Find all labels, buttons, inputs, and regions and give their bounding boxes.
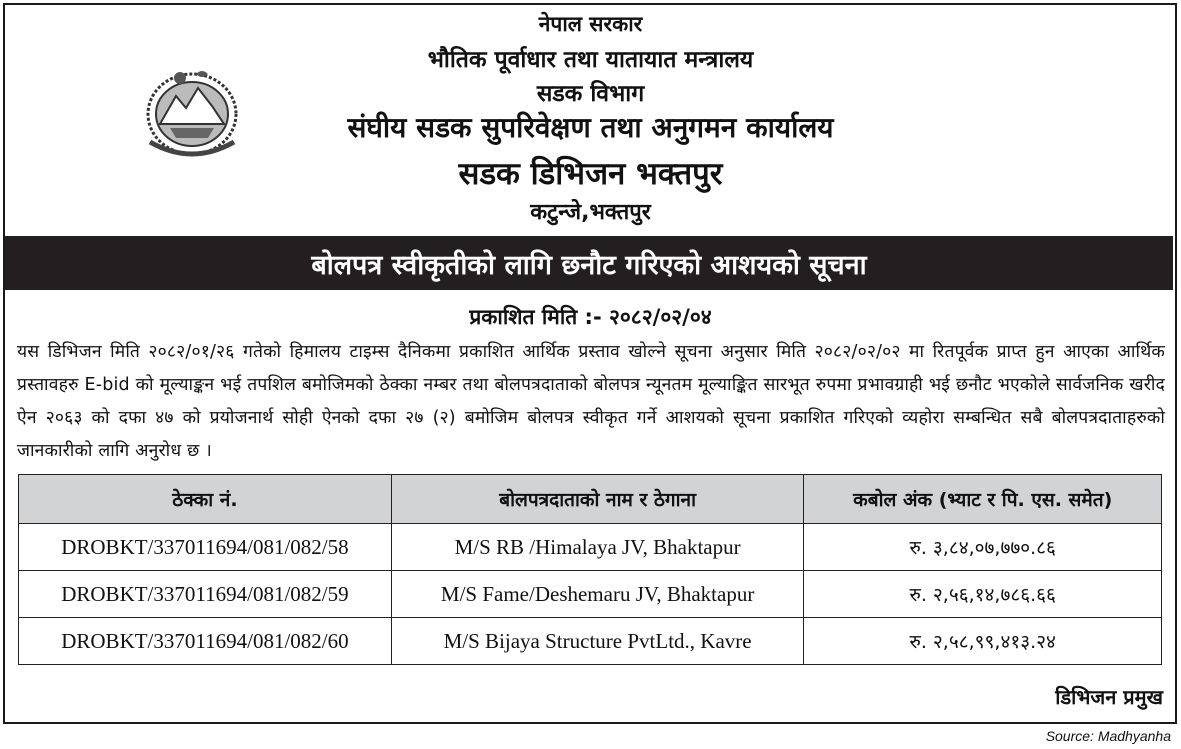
header-line-office: संघीय सडक सुपरिवेक्षण तथा अनुगमन कार्यालय	[347, 111, 834, 144]
published-date: प्रकाशित मिति :- २०८२/०२/०४	[469, 305, 712, 329]
header-line-division: सडक डिभिजन भक्तपुर	[458, 156, 723, 192]
header-line-ministry: भौतिक पूर्वाधार तथा यातायात मन्त्रालय	[427, 47, 754, 73]
signature-division-chief: डिभिजन प्रमुख	[1055, 685, 1163, 709]
notice-body-text: यस डिभिजन मिति २०८२/०१/२६ गतेको हिमालय टाइम्स दैनिकमा प्रकाशित आर्थिक प्रस्ताव खोल्ने सूचना अनुसार मिति २०८२/०२/०२ मा रितपूर्वक प्राप्त हुन आएका आर्थिक प्रस्तावहरु E-bid को मूल्याङ्कन भई तपशिल बमोजिमको ठेक्का नम्बर तथा बोलपत्रदाताको बोलपत्र न्यूनतम मूल्याङ्कित सारभूत रुपमा प्रभावग्राही भई छनौट भएकोले सार्वजनिक खरीद ऐन २०६३ को दफा ४७ को प्रयोजनार्थ सोही ऐनको दफा २७ (२) बमोजिम बोलपत्र स्वीकृत गर्ने आशयको सूचना प्रकाशित गरिएको व्यहोरा सम्बन्धित सबै बोलपत्रदाताहरुको जानकारीको लागि अनुरोध छ ।	[17, 342, 1165, 461]
contract-number-cell: DROBKT/337011694/081/082/58	[19, 524, 392, 571]
bid-table	[18, 474, 1162, 665]
table-row	[19, 524, 1162, 571]
column-header-bidder: बोलपत्रदाताको नाम र ठेगाना	[391, 475, 804, 524]
amount-cell: रु. ३,८४,०७,७७०.८६	[804, 524, 1162, 571]
contract-number-cell: DROBKT/337011694/081/082/60	[19, 618, 392, 665]
contract-number-cell: DROBKT/337011694/081/082/59	[19, 571, 392, 618]
source-credit: Source: Madhyanha	[1045, 728, 1171, 744]
bidder-cell: M/S Bijaya Structure PvtLtd., Kavre	[391, 618, 804, 665]
table-row	[19, 571, 1162, 618]
bidder-cell: M/S Fame/Deshemaru JV, Bhaktapur	[391, 571, 804, 618]
header-line-address: कटुन्जे,भक्तपुर	[530, 200, 651, 225]
header-line-department: सडक विभाग	[536, 81, 645, 107]
column-header-amount: कबोल अंक (भ्याट र पि. एस. समेत)	[804, 475, 1162, 524]
table-row	[19, 618, 1162, 665]
header-line-government: नेपाल सरकार	[538, 12, 643, 36]
column-header-contract-no: ठेक्का नं.	[19, 475, 392, 524]
notice-title: बोलपत्र स्वीकृतीको लागि छनौट गरिएको आशयको सूचना	[311, 249, 867, 281]
amount-cell: रु. २,५६,१४,७८६.६६	[804, 571, 1162, 618]
amount-cell: रु. २,५८,९९,४१३.२४	[804, 618, 1162, 665]
bidder-cell: M/S RB /Himalaya JV, Bhaktapur	[391, 524, 804, 571]
notice-title-banner	[5, 236, 1173, 290]
table-header-row	[19, 475, 1162, 524]
